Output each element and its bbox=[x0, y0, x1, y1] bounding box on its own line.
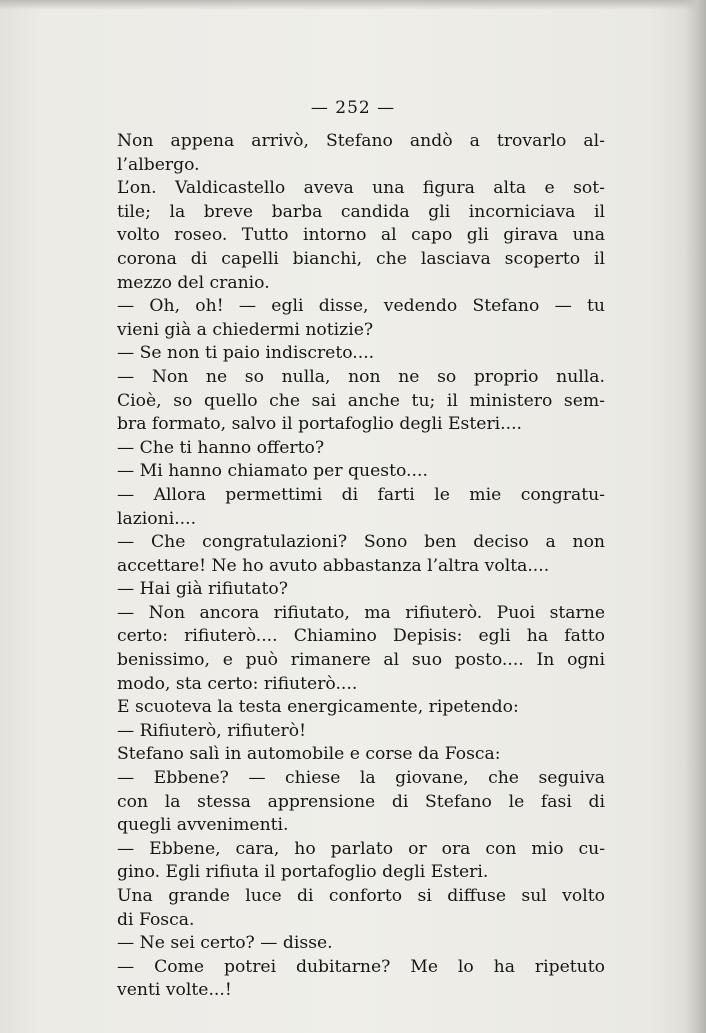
text-line: — Ebbene, cara, ho parlato or ora con mio cu- bbox=[117, 838, 605, 859]
text-line: di Fosca. bbox=[117, 909, 195, 930]
text-line: Stefano salì in automobile e corse da Fosca: bbox=[117, 744, 501, 765]
text-line: bra formato, salvo il portafoglio degli Esteri.... bbox=[117, 414, 523, 435]
text-line: modo, sta certo: rifiuterò.... bbox=[117, 673, 358, 694]
text-line: — Se non ti paio indiscreto.... bbox=[117, 343, 375, 364]
text-line: corona di capelli bianchi, che lasciava scoperto il bbox=[117, 248, 605, 269]
text-line: Una grande luce di conforto si diffuse sul volto bbox=[117, 886, 605, 906]
text-line: certo: rifiuterò.... Chiamino Depisis: egli ha fatto bbox=[117, 626, 605, 647]
text-line: — Non ne so nulla, non ne so proprio nulla. bbox=[117, 366, 605, 387]
text-line: — Hai già rifiutato? bbox=[117, 579, 288, 600]
text-line: E scuoteva la testa energicamente, ripetendo: bbox=[117, 697, 519, 718]
text-line: l’albergo. bbox=[117, 154, 200, 175]
text-line: quegli avvenimenti. bbox=[117, 815, 289, 836]
text-line: L’on. Valdicastello aveva una figura alta e sot- bbox=[117, 178, 605, 199]
text-line: — Rifiuterò, rifiuterò! bbox=[117, 720, 306, 741]
text-line: — Ebbene? — chiese la giovane, che seguiva bbox=[117, 768, 605, 789]
body-text bbox=[117, 130, 605, 1003]
text-line: volto roseo. Tutto intorno al capo gli girava una bbox=[117, 225, 605, 246]
text-line: — Oh, oh! — egli disse, vedendo Stefano — tu bbox=[117, 296, 605, 317]
scan-top-shadow bbox=[0, 0, 706, 10]
text-line: — Come potrei dubitarne? Me lo ha ripetuto bbox=[117, 956, 605, 977]
text-line: Non appena arrivò, Stefano andò a trovarlo al- bbox=[117, 131, 605, 151]
text-line: con la stessa apprensione di Stefano le fasi di bbox=[117, 791, 605, 812]
text-line: — Ne sei certo? — disse. bbox=[117, 933, 333, 954]
text-line: gino. Egli rifiuta il portafoglio degli Esteri. bbox=[117, 862, 489, 883]
text-line: — Allora permettimi di farti le mie congratu- bbox=[117, 484, 605, 505]
text-line: — Che congratulazioni? Sono ben deciso a non bbox=[117, 532, 605, 553]
text-line: — Che ti hanno offerto? bbox=[117, 437, 325, 458]
text-line: venti volte...! bbox=[117, 980, 232, 1001]
text-line: mezzo del cranio. bbox=[117, 272, 270, 293]
text-line: accettare! Ne ho avuto abbastanza l’altra volta.... bbox=[117, 555, 550, 576]
page-number: — 252 — bbox=[310, 98, 396, 118]
text-line: — Non ancora rifiutato, ma rifiuterò. Puoi starne bbox=[117, 602, 605, 623]
text-line: lazioni.... bbox=[117, 508, 197, 529]
text-line: — Mi hanno chiamato per questo.... bbox=[117, 461, 428, 482]
text-line: vieni già a chiedermi notizie? bbox=[117, 319, 374, 340]
scan-right-edge bbox=[684, 0, 706, 1033]
text-line: benissimo, e può rimanere al suo posto.... In ogni bbox=[117, 650, 605, 671]
text-line: Cioè, so quello che sai anche tu; il ministero sem- bbox=[117, 390, 605, 411]
text-line: tile; la breve barba candida gli incorniciava il bbox=[117, 201, 605, 222]
